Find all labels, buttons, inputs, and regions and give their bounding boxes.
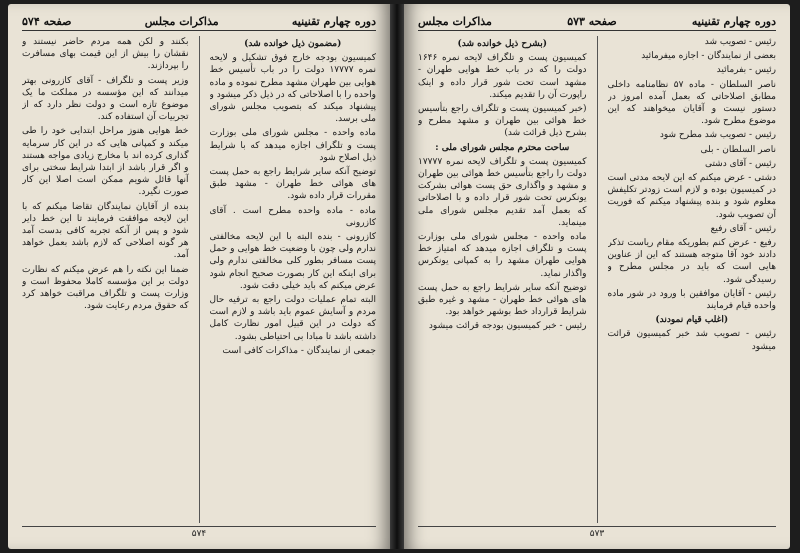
paragraph: (اغلب قیام نمودند) — [655, 315, 729, 326]
paragraph: بعضی از نمایندگان - اجازه میفرمائید — [641, 51, 776, 62]
paragraph: کمیسیون پست و تلگراف لایحه نمره ۱۶۴۶ دولت را که در باب خط هوایی طهران - مشهد است تحت شور قرار داده و اینک راپورت آن را تقدیم میکند. — [418, 53, 587, 100]
paragraph: ماده واحده - مجلس شورای ملی بوزارت پست و تلگراف اجازه میدهد که با شرایط ذیل اصلاح شود — [209, 128, 376, 163]
column-divider — [597, 36, 598, 523]
paragraph: بنده از آقایان نمایندگان تقاضا میکنم که با این لایحه موافقت فرمایند تا این خط دایر شود و پس از آنکه تجربه کافی بدست آمد هر گونه اصلاحی که لازم باشد بعمل خواهد آمد. — [22, 201, 189, 261]
paragraph: البته تمام عملیات دولت راجع به ترفیه حال مردم و آسایش عموم باید باشد و لازم است که دولت در این قبیل امور نظارت کامل داشته باشد تا مبادا بی احتیاطی بشود. — [209, 295, 376, 342]
right-page-header — [418, 12, 776, 31]
right-page — [404, 4, 790, 549]
paragraph: رئیس - تصویب شد — [704, 37, 776, 47]
left-page-footer — [22, 526, 376, 541]
left-footer-page-number: ۵۷۴ — [191, 529, 207, 539]
paragraph: ماده - ماده واحده مطرح است . آقای کازرونی — [209, 205, 376, 228]
paragraph: کمیسیون پست و تلگراف لایحه نمره ۱۷۷۷۷ دولت را راجع بتأسیس خط هوائی بین طهران و مشهد و واگذاری حق پست هوائی بشرکت یونکرس تحت شور قرار داده و با اصلاحاتی که بعمل آمد تقدیم مجلس شورای ملی مینماید. — [418, 156, 587, 228]
right-page-body — [418, 36, 776, 523]
paragraph: وزیر پست و تلگراف - آقای کازرونی بهتر میدانند که این مؤسسه در مملکت ما یک موضوع تازه است و دولت نظر دارد که از تجربیات آن استفاده کند. — [22, 75, 189, 123]
right-page-footer — [418, 526, 776, 541]
paragraph: رئیس - بفرمائید — [716, 65, 776, 76]
left-page-col-right — [210, 36, 377, 523]
paragraph: ساحت محترم مجلس شورای ملی : — [435, 142, 570, 153]
left-session-label: دوره چهارم تقنینیه — [291, 14, 376, 28]
left-page-body — [22, 36, 376, 523]
book-gutter — [390, 4, 404, 549]
right-page-col-left — [418, 36, 587, 523]
left-page-header — [22, 12, 376, 31]
paragraph: ناصر السلطان - ماده ۵۷ نظامنامه داخلی مطابق اصلاحاتی که بعمل آمده امروز در دستور نیست و آقایان میخواهند که این موضوع مطرح شود. — [607, 79, 776, 127]
right-session-label: دوره چهارم تقنینیه — [691, 14, 776, 28]
paragraph: رئیس - تصویب شد خبر کمیسیون قرائت میشود — [607, 329, 776, 352]
paragraph: رئیس - آقایان موافقین با ورود در شور ماده واحده قیام فرمایند — [607, 288, 776, 312]
paragraph: توضیح آنکه سایر شرایط راجع به حمل پست های هوائی خط طهران - مشهد طبق مقررات قرار داده شود. — [209, 167, 376, 202]
left-page — [8, 4, 390, 549]
paragraph: رئیس - آقای رفیع — [710, 223, 776, 234]
left-col-subtitle: (مضمون ذیل خوانده شد) — [244, 39, 342, 49]
paragraph: خط هوایی هنوز مراحل ابتدایی خود را طی میکند و کمپانی هایی که در این کار سرمایه گذاری کرده اند با مخارج زیادی مواجه هستند و اگر قرار باشد از ابتدا شرایط سختی برای آنها قائل شویم ممکن است اصلا این کار صورت نگیرد. — [22, 126, 189, 198]
closing-line: جمعی از نمایندگان - مذاکرات کافی است — [222, 345, 376, 356]
paragraph: کمیسیون بودجه خارج فوق تشکیل و لایحه نمره ۱۷۷۷۷ دولت را در باب تأسیس خط هوایی بین طهران مشهد مطرح نموده و ماده واحده را با اصلاحاتی که در ذیل ذکر میشود و پیشنهاد میکند که بتصویب مجلس شورای ملی برسد. — [209, 53, 376, 125]
paragraph: ماده واحده - مجلس شورای ملی بوزارت پست و تلگراف اجازه میدهد که امتیاز خط هوایی طهران مشهد را به کمپانی یونکرس واگذار نماید. — [418, 232, 587, 279]
paragraph: رئیس - خبر کمیسیون بودجه قرائت میشود — [428, 321, 587, 332]
paragraph: دشتی - عرض میکنم که این لایحه مدتی است در کمیسیون بوده و لازم است زودتر تکلیفش معلوم شود و بنده پیشنهاد میکنم که فوریت آن تصویب شود. — [607, 173, 776, 220]
paragraph: کازرونی - بنده البته با این لایحه مخالفتی ندارم ولی چون با وضعیت خط هوایی و حمل پست مسافر بطور کلی مخالفتی ندارم ولی برای اینکه این کار بصورت صحیح انجام شود عرض میکنم که باید خیلی دقت شود. — [209, 232, 376, 291]
paragraph: توضیح آنکه سایر شرایط راجع به حمل پست های هوائی خط طهران - مشهد و غیره طبق شرایط قرارداد خط بوشهر خواهد بود. — [418, 282, 587, 318]
paragraph: بکنند و لکن همه مردم حاضر نیستند و نقشان را بیش از این قیمت بهای مسافرت را بپردازند. — [22, 37, 189, 72]
left-page-col-left — [22, 36, 189, 523]
right-title: مذاکرات مجلس — [418, 14, 492, 28]
column-divider — [199, 36, 200, 523]
left-title: مذاکرات مجلس — [144, 14, 219, 28]
right-col-subtitle: (بشرح ذیل خوانده شد) — [457, 39, 547, 49]
paragraph: ناصر السلطان - بلی — [700, 144, 776, 155]
paragraph: رفیع - عرض کنم بطوریکه مقام ریاست تذکر دادند خود آقا متوجه هستند که این از عناوین هایی است که باید در مجلس مطرح و رسیدگی شود. — [607, 238, 776, 285]
left-page-label: صفحه ۵۷۴ — [22, 14, 72, 28]
paragraph: رئیس - تصویب شد مطرح شود — [659, 130, 776, 141]
right-page-label: صفحه ۵۷۳ — [567, 14, 617, 28]
paragraph: ضمنا این نکته را هم عرض میکنم که نظارت دولت بر این مؤسسه کاملا محفوظ است و وزارت پست و تلگراف مراقبت خواهد کرد که حقوق مردم رعایت شود. — [22, 264, 189, 312]
right-page-col-right — [608, 36, 777, 523]
paragraph: (خبر کمیسیون پست و تلگراف راجع بتأسیس خط هوائی بین طهران و مشهد مطرح و بشرح ذیل قرائت شد) — [418, 104, 587, 139]
paragraph: رئیس - آقای دشتی — [704, 158, 776, 169]
right-footer-page-number: ۵۷۳ — [589, 529, 605, 539]
